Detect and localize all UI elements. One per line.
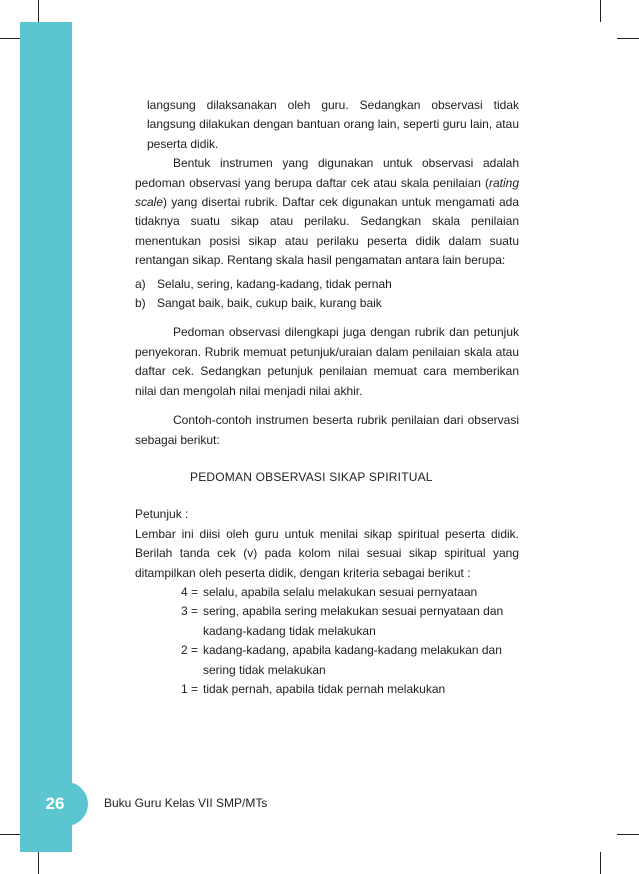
- crop-mark: [38, 852, 39, 874]
- criteria-list: [135, 583, 519, 699]
- criteria-score: 2 =: [181, 643, 199, 658]
- footer-book-title: Buku Guru Kelas VII SMP/MTs: [104, 796, 268, 810]
- instrument-text-1: Bentuk instrumen yang digunakan untuk observasi adalah pedoman observasi yang berupa daftar cek atau skala penilaian (: [135, 156, 519, 190]
- instrument-text-2: ) yang disertai rubrik. Daftar cek digunakan untuk mengamati ada tidaknya suatu sikap atau perilaku. Sedangkan skala penilaian menentukan posisi sikap atau perilaku peserta didik dalam suatu rentangan sikap. Rentang skala hasil pengamatan antara lain berupa:: [135, 195, 519, 268]
- section-heading: PEDOMAN OBSERVASI SIKAP SPIRITUAL: [190, 469, 433, 484]
- list-text: Sangat baik, baik, cukup baik, kurang baik: [157, 296, 382, 311]
- criteria-score: 1 =: [181, 681, 199, 696]
- page-number: 26: [20, 782, 88, 826]
- list-marker: a): [135, 276, 146, 291]
- intro-paragraph: langsung dilaksanakan oleh guru. Sedangkan observasi tidak langsung dilakukan dengan bantuan orang lain, seperti guru lain, atau peserta didik.: [147, 98, 519, 151]
- criteria-item: [181, 583, 519, 602]
- list-text: Selalu, sering, kadang-kadang, tidak pernah: [157, 276, 392, 291]
- crop-mark: [617, 834, 639, 835]
- crop-mark: [600, 852, 601, 874]
- criteria-text: selalu, apabila selalu melakukan sesuai pernyataan: [203, 584, 478, 599]
- list-marker: b): [135, 296, 146, 311]
- crop-mark: [38, 0, 39, 22]
- crop-mark: [0, 38, 22, 39]
- crop-mark: [0, 834, 22, 835]
- side-color-strip: [20, 22, 72, 852]
- instrument-italic-term: rating scale: [135, 175, 519, 210]
- rubric-paragraph: Pedoman observasi dilengkapi juga dengan rubrik dan petunjuk penyekoran. Rubrik memuat petunjuk/uraian dalam penilaian skala atau daftar cek. Sedangkan petunjuk penilaian memuat cara memberikan nilai dan mengolah nilai menjadi nilai akhir.: [135, 325, 519, 398]
- criteria-text: sering, apabila sering melakukan sesuai pernyataan dan kadang-kadang tidak melakukan: [203, 604, 504, 638]
- list-item: [135, 294, 519, 313]
- instrument-paragraph: [135, 154, 519, 270]
- page-content: [135, 96, 519, 699]
- criteria-text: tidak pernah, apabila tidak pernah melakukan: [203, 681, 446, 696]
- examples-paragraph: Contoh-contoh instrumen beserta rubrik penilaian dari observasi sebagai berikut:: [135, 413, 519, 447]
- criteria-text: kadang-kadang, apabila kadang-kadang melakukan dan sering tidak melakukan: [203, 643, 502, 677]
- crop-mark: [617, 38, 639, 39]
- criteria-item: [181, 680, 519, 699]
- crop-mark: [600, 0, 601, 22]
- intro-block: [135, 96, 519, 154]
- list-item: [135, 275, 519, 294]
- instructions-text: Lembar ini diisi oleh guru untuk menilai sikap spiritual peserta didik. Berilah tanda cek (v) pada kolom nilai sesuai sikap spiritual yang ditampilkan oleh peserta didik, dengan kriteria sebagai berikut :: [135, 526, 519, 580]
- criteria-score: 4 =: [181, 584, 199, 599]
- criteria-item: [181, 641, 519, 680]
- criteria-score: 3 =: [181, 604, 199, 619]
- criteria-item: [181, 602, 519, 641]
- instructions-label: Petunjuk :: [135, 507, 189, 522]
